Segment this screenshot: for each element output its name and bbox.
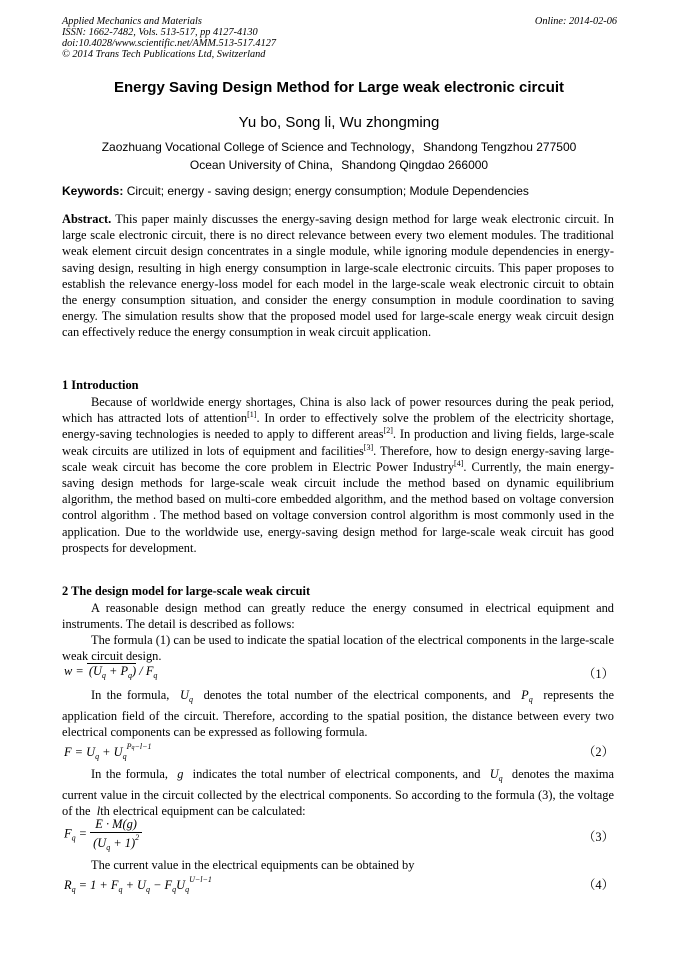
citation-3: [3]: [363, 442, 374, 452]
citation-1: [1]: [247, 410, 257, 420]
journal-name: Applied Mechanics and Materials: [62, 16, 202, 27]
equation-1-expression: $w = (U_q + P_q) / F_q$: [64, 664, 158, 680]
keywords: [62, 184, 622, 198]
journal-header: [62, 16, 617, 60]
affiliation-1: Zaozhuang Vocational College of Science and Technology，Shandong Tengzhou 277500: [101, 140, 577, 154]
introduction-paragraph: Because of worldwide energy shortages, China is also lack of power resources during the peak period, which has attracted lots of attention[1]. In order to effectively solve the problem of the electricity shortage, energy-saving technologies is needed to apply to different areas[2]. In production and living fields, large-scale weak circuits are utilized in lots of equipment and facilities[3]. Therefore, how to design energy-saving large-scale weak circuit has become the core problem in Electric Power Industry[4]. Currently, the main energy-saving design methods for large-scale weak circuit include the method based on dynamic equilibrium algorithm, the method based on multi-core embedded algorithm, and the method based on voltage conversion control algorithm . The method based on voltage conversion control algorithm is most commonly used in the application. Due to the worldwide use, energy-saving design method for large-scale weak circuit has good prospects for development.: [62, 395, 615, 555]
equation-1-number: （1）: [583, 667, 614, 681]
equation-2: [62, 742, 614, 764]
online-date: Online: 2014-02-06: [534, 16, 617, 27]
equation-4-number: （4）: [583, 878, 614, 892]
equation-3-number: （3）: [583, 830, 614, 844]
equation-3: [62, 817, 614, 859]
design-paragraph-5: The current value in the electrical equipments can be obtained by: [91, 858, 415, 872]
keywords-label: Keywords:: [62, 184, 124, 198]
doi-line: doi:10.4028/www.scientific.net/AMM.513-517.4127: [62, 38, 277, 49]
equation-3-expression: $F_q$ = $\frac{E \cdot M(g)}{(U_q + 1)^2}$: [64, 817, 142, 852]
keywords-text: Circuit; energy - saving design; energy consumption; Module Dependencies: [126, 184, 529, 198]
paper-title: Energy Saving Design Method for Large weak electronic circuit: [113, 79, 565, 96]
design-paragraph-4: In the formula, g indicates the total number of electrical components, and $U_q$ denotes the maxima current value in the circuit collected by the electrical components. So according to the formula (3), the voltage of the lth electrical equipment can be calculated:: [62, 767, 614, 819]
design-paragraph-1: A reasonable design method can greatly reduce the energy consumed in electrical equipment and instruments. The detail is described as follows:: [62, 601, 614, 632]
equation-4: [62, 875, 614, 897]
affiliation-2: Ocean University of China，Shandong Qingdao 266000: [189, 158, 489, 172]
equation-2-number: （2）: [583, 745, 614, 759]
abstract-text: This paper mainly discusses the energy-saving design method for large weak electronic circuit. In large scale electronic circuit, there is no direct relevance between every two element modules. The traditional weak element circuit design concentrates in a single module, while ignoring module dependencies in energy-saving design, resulting in high energy consumption in large-scale electronic circuits. This paper proposes to establish the relevance energy-loss model for each model in the large-scale weak electronic circuit to obtain the energy consumption situation, and consider the energy consumption in module coordination to saving energy. The simulation results show that the proposed model used for large-scale energy weak circuit design can effectively reduce the energy consumption in weak circuit application.: [62, 212, 614, 340]
issn-line: ISSN: 1662-7482, Vols. 513-517, pp 4127-4130: [62, 27, 258, 38]
copyright-line: © 2014 Trans Tech Publications Ltd, Switzerland: [62, 49, 266, 60]
design-paragraph-2: The formula (1) can be used to indicate the spatial location of the electrical components in the large-scale weak circuit design.: [62, 633, 614, 664]
abstract-label: Abstract.: [62, 212, 112, 226]
equation-2-expression: $F = U_q + U_q^{Pq-l-1}$: [64, 742, 152, 761]
section-heading-introduction: 1 Introduction: [62, 378, 139, 392]
equation-4-expression: $R_q = 1 + F_q + U_q - F_qU_q^{U-l-1}$: [64, 875, 212, 894]
author-list: Yu bo, Song li, Wu zhongming: [238, 114, 440, 131]
section-heading-design-model: 2 The design model for large-scale weak circuit: [62, 584, 311, 598]
design-paragraph-3: In the formula, $U_q$ denotes the total number of the electrical components, and $P_q$ represents the application field of the circuit. Therefore, according to the spatial position, the distance between every two electrical components can be expressed as following formula.: [62, 688, 615, 740]
abstract: [62, 211, 614, 341]
citation-4: [4]: [454, 458, 464, 468]
equation-1: [62, 664, 614, 686]
citation-2: [2]: [383, 426, 393, 436]
